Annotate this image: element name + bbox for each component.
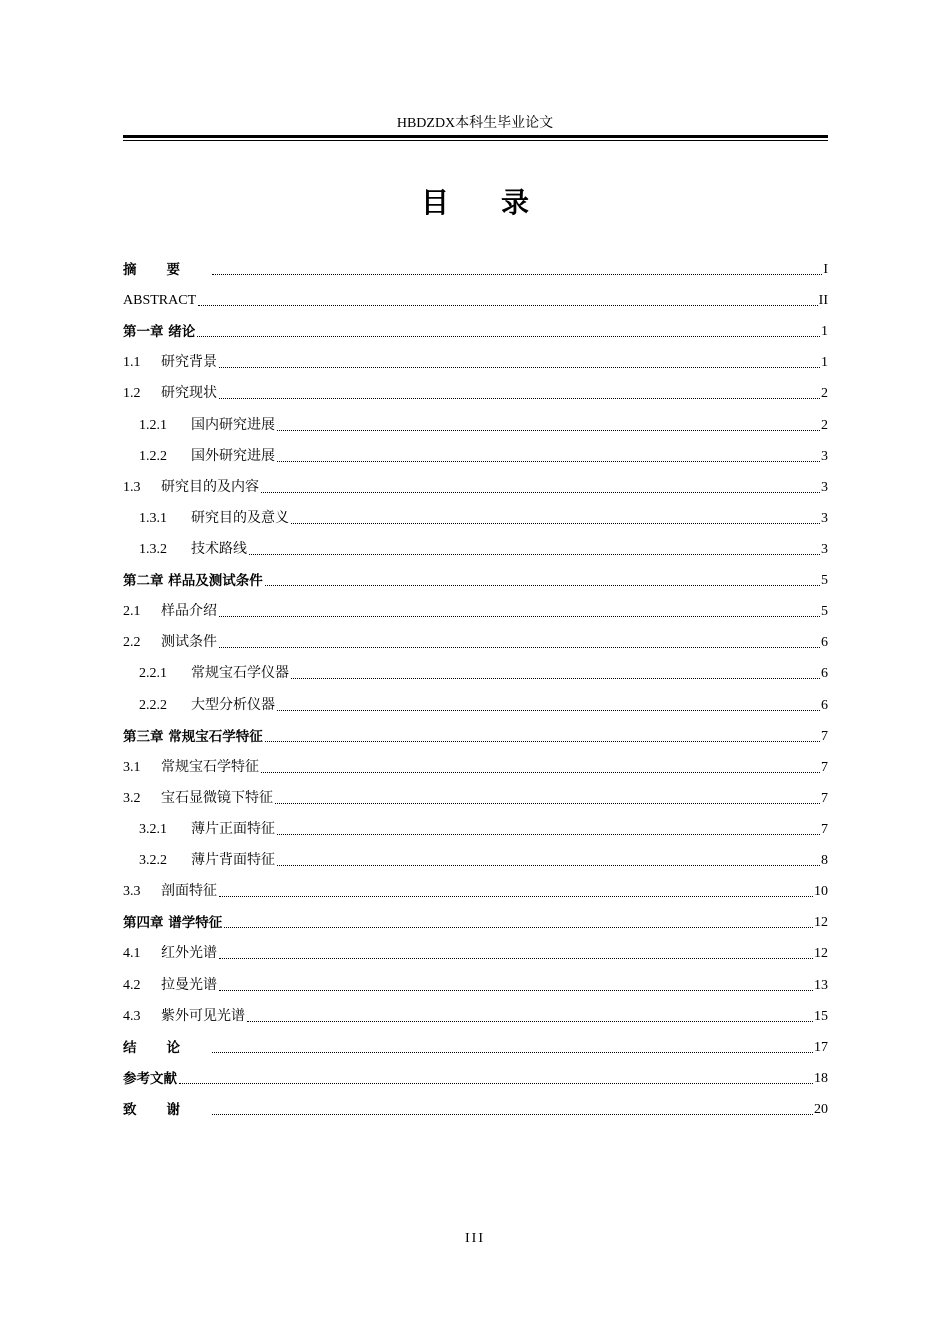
- toc-leader: [219, 957, 813, 959]
- toc-entry-page: 15: [814, 1009, 828, 1024]
- toc-entry-label: 第一章 绪论: [123, 324, 196, 340]
- toc-entry[interactable]: [123, 382, 828, 404]
- toc-entry-label: 研究目的及意义: [191, 511, 289, 526]
- toc-leader: [249, 553, 820, 555]
- toc-entry[interactable]: [123, 569, 828, 591]
- toc-entry[interactable]: [139, 694, 828, 716]
- toc-entry-page: II: [818, 293, 828, 308]
- toc-entry-page: 12: [814, 915, 828, 930]
- toc-entry-label: 参考文献: [123, 1071, 177, 1087]
- toc-entry-number: 3.3: [123, 884, 141, 899]
- toc-entry[interactable]: [123, 1005, 828, 1027]
- toc-entry-label: 研究现状: [161, 386, 217, 401]
- toc-leader: [212, 273, 822, 275]
- toc-entry[interactable]: [123, 600, 828, 622]
- toc-entry[interactable]: [123, 974, 828, 996]
- toc-leader: [219, 989, 813, 991]
- toc-entry-label: 第三章 常规宝石学特征: [123, 729, 263, 745]
- toc-entry[interactable]: [123, 476, 828, 498]
- toc-entry-number: 1.3: [123, 480, 141, 495]
- toc-entry-number: 2.2.1: [139, 666, 167, 681]
- toc-leader: [275, 802, 820, 804]
- toc-entry-number: 4.3: [123, 1009, 141, 1024]
- toc-entry-page: 1: [821, 355, 828, 370]
- toc-entry[interactable]: [123, 756, 828, 778]
- toc-entry[interactable]: [123, 1036, 828, 1058]
- toc-leader: [219, 895, 813, 897]
- toc-entry[interactable]: [139, 414, 828, 436]
- toc-entry-label: 第四章 谱学特征: [123, 915, 223, 931]
- toc-entry-page: 12: [814, 946, 828, 961]
- toc-leader: [291, 677, 820, 679]
- toc-entry-page: 3: [821, 449, 828, 464]
- toc-entry-label: 技术路线: [191, 542, 247, 557]
- page-number: III: [465, 1231, 485, 1246]
- toc-entry[interactable]: [139, 538, 828, 560]
- toc-entry-label: 剖面特征: [161, 884, 217, 899]
- toc-entry-label: 测试条件: [161, 635, 217, 650]
- toc-entry-label: ABSTRACT: [123, 293, 197, 308]
- toc-entry-label: 摘要: [123, 262, 210, 278]
- toc-entry-number: 1.2.1: [139, 418, 167, 433]
- toc-entry-label: 宝石显微镜下特征: [161, 791, 273, 806]
- toc-entry-page: 13: [814, 978, 828, 993]
- toc-leader: [277, 429, 820, 431]
- toc-entry-page: 7: [821, 760, 828, 775]
- toc-entry[interactable]: [123, 258, 828, 280]
- toc-leader: [219, 646, 820, 648]
- toc-leader: [277, 709, 820, 711]
- toc-entry-label: 红外光谱: [161, 946, 217, 961]
- toc-entry-number: 1.2: [123, 386, 141, 401]
- toc-entry[interactable]: [139, 662, 828, 684]
- toc-leader: [247, 1020, 813, 1022]
- toc-leader: [291, 522, 820, 524]
- toc-entry-page: 5: [821, 573, 828, 588]
- toc-entry-number: 3.2.1: [139, 822, 167, 837]
- toc-leader: [198, 304, 818, 306]
- toc-entry[interactable]: [139, 849, 828, 871]
- toc-entry[interactable]: [123, 289, 828, 311]
- toc-leader: [277, 833, 820, 835]
- toc-entry-page: 5: [821, 604, 828, 619]
- toc-entry-page: 18: [814, 1071, 828, 1086]
- page-title: 目录: [420, 186, 581, 219]
- toc-entry-page: 3: [821, 511, 828, 526]
- toc-entry-page: 1: [821, 324, 828, 339]
- toc-leader: [219, 366, 820, 368]
- toc-leader: [179, 1082, 813, 1084]
- toc-entry-page: 3: [821, 480, 828, 495]
- toc-entry-page: 6: [821, 635, 828, 650]
- toc-entry[interactable]: [123, 351, 828, 373]
- toc-entry[interactable]: [123, 725, 828, 747]
- toc-entry[interactable]: [139, 507, 828, 529]
- toc-entry-page: 7: [821, 729, 828, 744]
- toc-entry-number: 1.1: [123, 355, 141, 370]
- toc-leader: [261, 771, 820, 773]
- toc-entry-number: 1.3.1: [139, 511, 167, 526]
- toc-entry-page: I: [823, 262, 828, 277]
- toc-entry[interactable]: [123, 631, 828, 653]
- toc-entry-page: 8: [821, 853, 828, 868]
- toc-entry-label: 结论: [123, 1040, 210, 1056]
- toc-entry-label: 拉曼光谱: [161, 978, 217, 993]
- toc-entry[interactable]: [139, 445, 828, 467]
- toc-entry-page: 17: [814, 1040, 828, 1055]
- toc-entry-label: 薄片背面特征: [191, 853, 275, 868]
- toc-leader: [212, 1113, 813, 1115]
- toc-entry-label: 第二章 样品及测试条件: [123, 573, 263, 589]
- toc-entry-number: 4.2: [123, 978, 141, 993]
- toc-entry-label: 紫外可见光谱: [161, 1009, 245, 1024]
- toc-leader: [197, 335, 820, 337]
- header-rule-thin: [123, 140, 828, 141]
- toc-entry-number: 2.1: [123, 604, 141, 619]
- toc-entry[interactable]: [123, 1098, 828, 1120]
- toc-entry-label: 常规宝石学仪器: [191, 666, 289, 681]
- toc-leader: [277, 864, 820, 866]
- toc-entry-label: 研究目的及内容: [161, 480, 259, 495]
- toc-entry-label: 国内研究进展: [191, 418, 275, 433]
- toc-entry-label: 致谢: [123, 1102, 210, 1118]
- toc-entry-label: 研究背景: [161, 355, 217, 370]
- toc-entry-number: 4.1: [123, 946, 141, 961]
- toc-entry[interactable]: [123, 787, 828, 809]
- toc-entry-number: 2.2: [123, 635, 141, 650]
- toc-entry-number: 3.2: [123, 791, 141, 806]
- toc-entry-number: 2.2.2: [139, 698, 167, 713]
- toc-entry-label: 国外研究进展: [191, 449, 275, 464]
- toc-entry-page: 10: [814, 884, 828, 899]
- toc-entry-label: 薄片正面特征: [191, 822, 275, 837]
- toc-entry-label: 样品介绍: [161, 604, 217, 619]
- toc-entry-number: 3.1: [123, 760, 141, 775]
- toc-entry-page: 6: [821, 666, 828, 681]
- header-text: HBDZDX本科生毕业论文: [396, 116, 554, 131]
- header-rule-thick: [123, 135, 828, 138]
- toc-entry[interactable]: [123, 911, 828, 933]
- toc-entry-page: 2: [821, 386, 828, 401]
- toc-leader: [265, 584, 820, 586]
- toc-leader: [261, 491, 820, 493]
- toc-entry-page: 7: [821, 822, 828, 837]
- toc-leader: [277, 460, 820, 462]
- toc-entry-label: 常规宝石学特征: [161, 760, 259, 775]
- toc-entry[interactable]: [139, 818, 828, 840]
- toc-leader: [219, 615, 820, 617]
- toc-entry-label: 大型分析仪器: [191, 698, 275, 713]
- toc-entry-number: 1.3.2: [139, 542, 167, 557]
- toc-leader: [219, 397, 820, 399]
- toc-entry[interactable]: [123, 880, 828, 902]
- toc-entry-page: 20: [814, 1102, 828, 1117]
- toc-entry[interactable]: [123, 942, 828, 964]
- toc-leader: [265, 740, 820, 742]
- toc-entry-page: 3: [821, 542, 828, 557]
- toc-entry-page: 2: [821, 418, 828, 433]
- toc-entry[interactable]: [123, 320, 828, 342]
- toc-entry[interactable]: [123, 1067, 828, 1089]
- toc-leader: [224, 926, 813, 928]
- toc-entry-page: 6: [821, 698, 828, 713]
- toc-entry-number: 1.2.2: [139, 449, 167, 464]
- toc-entry-page: 7: [821, 791, 828, 806]
- toc-leader: [212, 1051, 813, 1053]
- toc-entry-number: 3.2.2: [139, 853, 167, 868]
